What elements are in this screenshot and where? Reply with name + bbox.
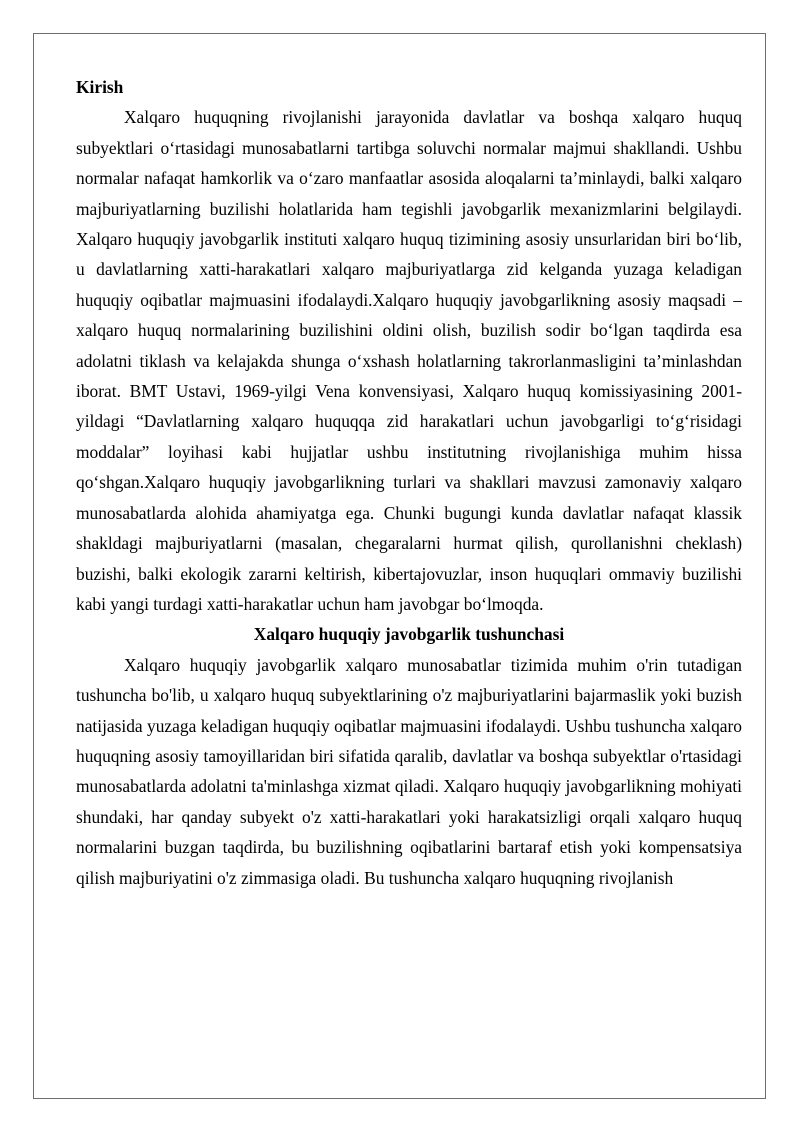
section-heading: Xalqaro huquqiy javobgarlik tushunchasi: [253, 624, 565, 645]
document-body: [76, 72, 742, 893]
intro-paragraph: Xalqaro huquqning rivojlanishi jarayonida davlatlar va boshqa xalqaro huquq subyektlari o‘rtasidagi munosabatlarni tartibga soluvchi normalar majmui shakllandi. Ushbu normalar nafaqat hamkorlik va o‘zaro manfaatlar asosida aloqalarni ta’minlaydi, balki xalqaro majburiyatlarning buzilishi holatlarida ham tegishli javobgarlik mexanizmlarini belgilaydi. Xalqaro huquqiy javobgarlik instituti xalqaro huquq tizimining asosiy unsurlaridan biri bo‘lib, u davlatlarning xatti-harakatlari xalqaro majburiyatlarga zid kelganda yuzaga keladigan huquqiy oqibatlar majmuasini ifodalaydi.Xalqaro huquqiy javobgarlikning asosiy maqsadi – xalqaro huquq normalarining buzilishini oldini olish, buzilish sodir bo‘lgan taqdirda esa adolatni tiklash va kelajakda shunga o‘xshash holatlarning takrorlanmasligini ta’minlashdan iborat. BMT Ustavi, 1969-yilgi Vena konvensiyasi, Xalqaro huquq komissiyasining 2001-yildagi “Davlatlarning xalqaro huquqqa zid harakatlari uchun javobgarligi to‘g‘risidagi moddalar” loyihasi kabi hujjatlar ushbu institutning rivojlanishiga muhim hissa qo‘shgan.Xalqaro huquqiy javobgarlikning turlari va shakllari mavzusi zamonaviy xalqaro munosabatlarda alohida ahamiyatga ega. Chunki bugungi kunda davlatlar nafaqat klassik shakldagi majburiyatlarni (masalan, chegaralarni hurmat qilish, qurollanishni cheklash) buzishi, balki ekologik zararni keltirish, kibertajovuzlar, inson huquqlari ommaviy buzilishi kabi yangi turdagi xatti-harakatlar uchun ham javobgar bo‘lmoqda.: [76, 107, 742, 614]
intro-heading: Kirish: [76, 77, 124, 97]
section-paragraph: Xalqaro huquqiy javobgarlik xalqaro munosabatlar tizimida muhim o'rin tutadigan tushuncha bo'lib, u xalqaro huquq subyektlarining o'z majburiyatlarini bajarmaslik yoki buzish natijasida yuzaga keladigan huquqiy oqibatlar majmuasini ifodalaydi. Ushbu tushuncha xalqaro huquqning asosiy tamoyillaridan biri sifatida qaralib, davlatlar va boshqa subyektlar o'rtasidagi munosabatlarda adolatni ta'minlashga xizmat qiladi. Xalqaro huquqiy javobgarlikning mohiyati shundaki, har qanday subyekt o'z xatti-harakatlari yoki harakatsizligi orqali xalqaro huquq normalarini buzgan taqdirda, bu buzilishning oqibatlarini bartaraf etish yoki kompensatsiya qilish majburiyatini o'z zimmasiga oladi. Bu tushuncha xalqaro huquqning rivojlanish: [76, 654, 742, 888]
